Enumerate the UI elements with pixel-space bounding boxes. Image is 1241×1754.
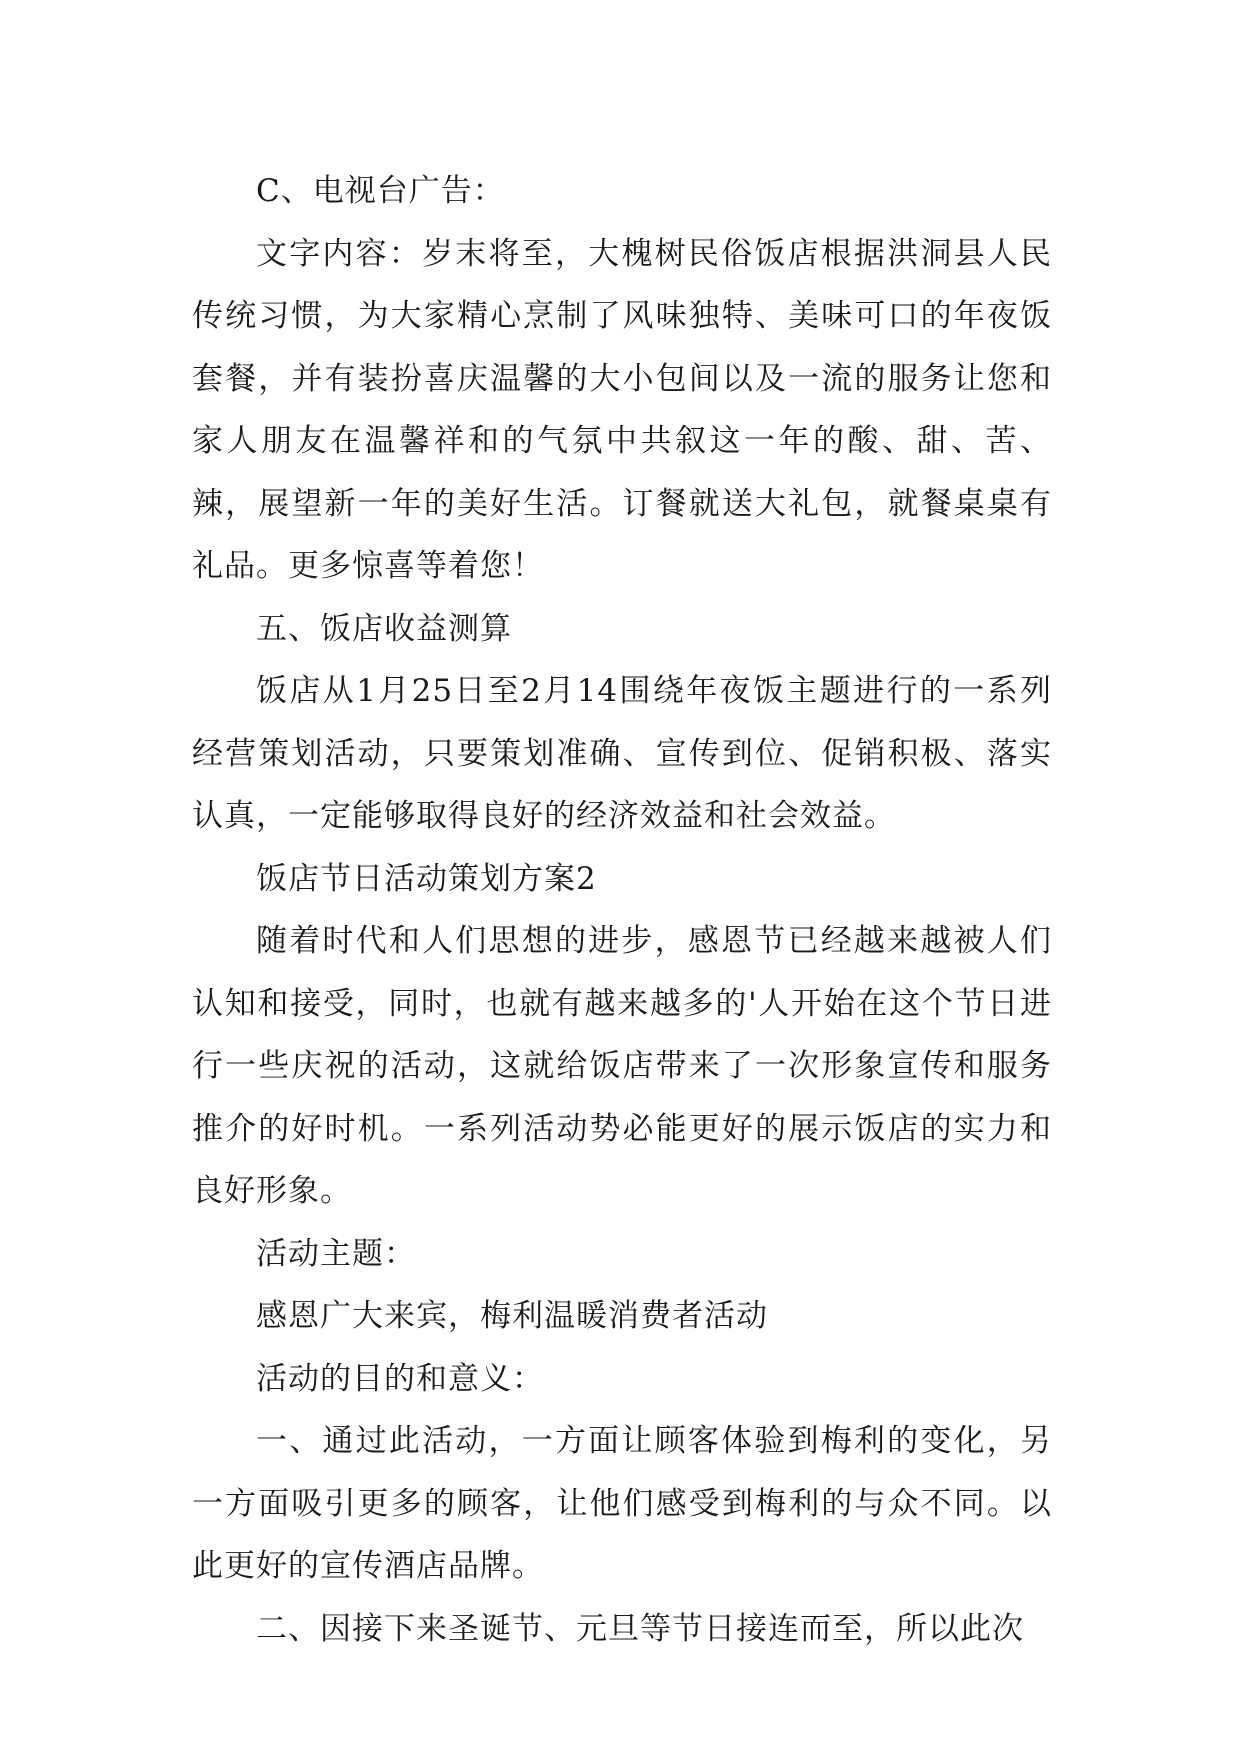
document-body [192,160,1052,1660]
paragraph-tv-ad-text: 文字内容：岁末将至，大槐树民俗饭店根据洪洞县人民传统习惯，为大家精心烹制了风味独特、美味可口的年夜饭套餐，并有装扮喜庆温馨的大小包间以及一流的服务让您和家人朋友在温馨祥和的气氛中共叙这一年的酸、甜、苦、辣，展望新一年的美好生活。订餐就送大礼包，就餐桌桌有礼品。更多惊喜等着您！ [192,235,1052,584]
paragraph-purpose-heading: 活动的目的和意义： [256,1360,544,1397]
paragraph-purpose-two: 二、因接下来圣诞节、元旦等节日接连而至，所以此次 [256,1610,1024,1647]
paragraph-purpose-one: 一、通过此活动，一方面让顾客体验到梅利的变化，另一方面吸引更多的顾客，让他们感受到梅利的与众不同。以此更好的宣传酒店品牌。 [192,1423,1052,1584]
paragraph-tv-ad-heading: C、电视台广告： [256,173,505,209]
paragraph-thanksgiving-intro: 随着时代和人们思想的进步，感恩节已经越来越被人们认知和接受，同时，也就有越来越多的'人开始在这个节日进行一些庆祝的活动，这就给饭店带来了一次形象宣传和服务推介的好时机。一系列活动势必能更好的展示饭店的实力和良好形象。 [192,923,1052,1209]
paragraph-theme-heading: 活动主题： [256,1235,416,1272]
paragraph-revenue-estimate: 饭店从1月25日至2月14围绕年夜饭主题进行的一系列经营策划活动，只要策划准确、宣传到位、促销积极、落实认真，一定能够取得良好的经济效益和社会效益。 [192,673,1052,834]
paragraph-section-five-heading: 五、饭店收益测算 [256,610,512,647]
paragraph-plan-2-title: 饭店节日活动策划方案2 [256,860,597,897]
paragraph-theme-text: 感恩广大来宾，梅利温暖消费者活动 [256,1298,768,1334]
